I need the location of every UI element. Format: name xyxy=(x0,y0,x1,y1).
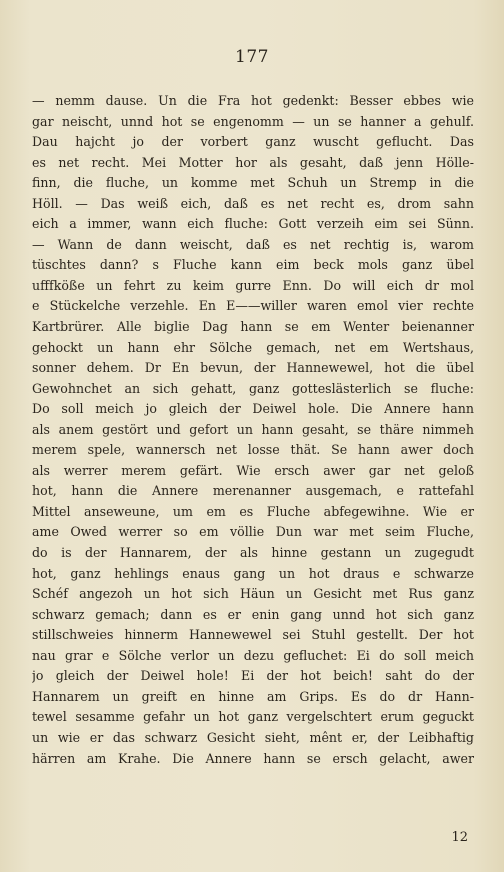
text-line: tüschtes dann? s Fluche kann eim beck mols ganz übel xyxy=(32,257,474,273)
text-line: härren am Krahe. Die Annere hann se ersch gelacht, awer xyxy=(32,750,474,766)
text-line: — Wann de dann weischt, daß es net rechtig is, warom xyxy=(32,236,474,252)
text-line: ame Owed werrer so em völlie Dun war met seim Fluche, xyxy=(32,524,474,540)
text-line: e Stückelche verzehle. En E——willer waren emol vier rechte xyxy=(32,298,474,314)
text-line: als anem gestört und gefort un hann gesaht, se thäre nimmeh xyxy=(32,421,474,437)
text-line: Dau hajcht jo der vorbert ganz wuscht geflucht. Das xyxy=(32,134,474,150)
text-line: sonner dehem. Dr En bevun, der Hannewewel, hot die übel xyxy=(32,360,474,376)
text-line: Höll. — Das weiß eich, daß es net recht es, drom sahn xyxy=(32,195,474,211)
text-line: Kartbrürer. Alle biglie Dag hann se em Wenter beienanner xyxy=(32,319,474,335)
text-line: stillschweies hinnerm Hannewewel sei Stuhl gestellt. Der hot xyxy=(32,627,474,643)
text-line: hot, ganz hehlings enaus gang un hot draus e schwarze xyxy=(32,565,474,581)
text-line: un wie er das schwarz Gesicht sieht, mênt er, der Leibhaftig xyxy=(32,729,474,745)
text-line: ufffköße un fehrt zu keim gurre Enn. Do will eich dr mol xyxy=(32,277,474,293)
text-line: Schéf angezoh un hot sich Häun un Gesicht met Rus ganz xyxy=(32,586,474,602)
text-line: finn, die fluche, un komme met Schuh un Stremp in die xyxy=(32,175,474,191)
body-text xyxy=(32,91,474,769)
text-line: Mittel anseweune, um em es Fluche abfegewihne. Wie er xyxy=(32,503,474,519)
text-line: do is der Hannarem, der als hinne gestann un zugegudt xyxy=(32,545,474,561)
page-number: 177 xyxy=(235,47,269,67)
text-line: hot, hann die Annere merenanner ausgemach, e rattefahl xyxy=(32,483,474,499)
text-line: es net recht. Mei Motter hor als gesaht, daß jenn Hölle- xyxy=(32,154,474,170)
text-line: Gewohnchet an sich gehatt, ganz gotteslästerlich se fluche: xyxy=(32,380,474,396)
text-line: tewel sesamme gefahr un hot ganz vergelschtert erum geguckt xyxy=(32,709,474,725)
text-line: Hannarem un greift en hinne am Grips. Es do dr Hann- xyxy=(32,688,474,704)
text-line: eich a immer, wann eich fluche: Gott verzeih eim sei Sünn. xyxy=(32,216,474,232)
signature-mark: 12 xyxy=(451,830,468,845)
text-line: Do soll meich jo gleich der Deiwel hole. Die Annere hann xyxy=(32,401,474,417)
text-line: gar neischt, unnd hot se engenomm — un se hanner a gehulf. xyxy=(32,113,474,129)
text-line: als werrer merem gefärt. Wie ersch awer gar net geloß xyxy=(32,462,474,478)
text-line: jo gleich der Deiwel hole! Ei der hot beich! saht do der xyxy=(32,668,474,684)
text-line: schwarz gemach; dann es er enin gang unnd hot sich ganz xyxy=(32,606,474,622)
text-line: merem spele, wannersch net losse thät. Se hann awer doch xyxy=(32,442,474,458)
text-line: nau grar e Sölche verlor un dezu gefluchet: Ei do soll meich xyxy=(32,647,474,663)
text-line: — nemm dause. Un die Fra hot gedenkt: Besser ebbes wie xyxy=(32,93,474,108)
text-line: gehockt un hann ehr Sölche gemach, net em Wertshaus, xyxy=(32,339,474,355)
